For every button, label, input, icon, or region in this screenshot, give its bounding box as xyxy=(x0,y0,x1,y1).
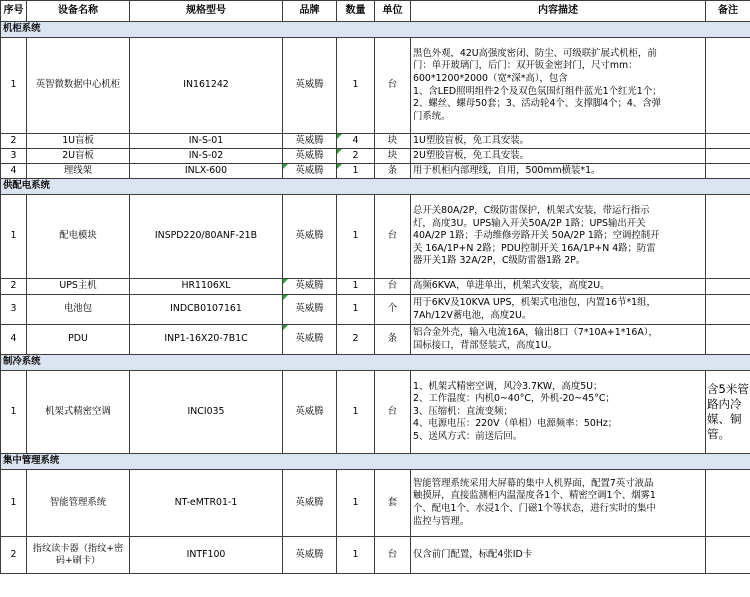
desc-line: 2、工作温度：内机0~40°C，外机-20~45°C； xyxy=(413,393,615,405)
cell-unit: 个 xyxy=(375,295,411,325)
cell-desc: 2U塑胶盲板，免工具安装。 xyxy=(411,149,706,164)
cell-qty: 1 xyxy=(337,537,375,574)
cell-qty: 1 xyxy=(337,470,375,537)
cell-model: INCI035 xyxy=(130,371,283,454)
cell-model: HR1106XL xyxy=(130,279,283,295)
cell-brand: 英威腾 xyxy=(283,195,337,279)
cell-unit: 台 xyxy=(375,371,411,454)
cell-desc xyxy=(411,325,706,355)
desc-line: 监控与管理。 xyxy=(413,515,470,527)
desc-line: 5、送风方式：前送后回。 xyxy=(413,430,523,442)
cell-qty: 1 xyxy=(337,279,375,295)
cell-note xyxy=(706,470,750,537)
desc-line: 用于6KV及10KVA UPS，机架式电池包，内置16节*1组， xyxy=(413,296,656,308)
cell-brand: 英威腾 xyxy=(283,470,337,537)
desc-line: 2、螺丝、螺母50套；3、活动轮4个、支撑脚4个；4、含弹 xyxy=(413,98,662,110)
cell-brand: 英威腾 xyxy=(283,38,337,134)
cell-model: INTF100 xyxy=(130,537,283,574)
cell-qty: 1 xyxy=(337,195,375,279)
cell-no: 4 xyxy=(1,164,27,179)
desc-line: 1、含LED照明组件2个及双色氛围灯组件蓝光1个红光1个； xyxy=(413,85,662,97)
cell-unit: 块 xyxy=(375,134,411,149)
cell-qty: 4 xyxy=(337,134,375,149)
table-row xyxy=(1,195,750,279)
cell-desc: 用于机柜内部理线，自用，500mm横装*1。 xyxy=(411,164,706,179)
cell-qty: 1 xyxy=(337,371,375,454)
cell-unit: 块 xyxy=(375,149,411,164)
cell-model: INDCB0107161 xyxy=(130,295,283,325)
cell-qty: 1 xyxy=(337,38,375,134)
cell-note xyxy=(706,537,750,574)
desc-line: 黑色外观，42U高强度密闭、防尘、可级联扩展式机柜，前 xyxy=(413,47,657,59)
header-desc: 内容描述 xyxy=(411,1,706,22)
desc-line: 个、配电1个、水浸1个、门磁1个等状态，进行实时的集中 xyxy=(413,503,656,514)
cell-name: 智能管理系统 xyxy=(27,470,130,537)
cell-no: 2 xyxy=(1,134,27,149)
cell-unit: 台 xyxy=(375,279,411,295)
table-row xyxy=(1,295,750,325)
cell-brand: 英威腾 xyxy=(283,295,337,325)
cell-model: INLX-600 xyxy=(130,164,283,179)
section-row xyxy=(1,454,750,470)
cell-brand: 英威腾 xyxy=(283,279,337,295)
table-row xyxy=(1,537,750,574)
cell-desc: 高频6KVA，单进单出，机架式安装，高度2U。 xyxy=(411,279,706,295)
cell-model: IN-S-02 xyxy=(130,149,283,164)
cell-name: 电池包 xyxy=(27,295,130,325)
header-brand: 品牌 xyxy=(283,1,337,22)
cell-note xyxy=(706,164,750,179)
desc-line: 门：单开玻璃门，后门：双开钣金密封门，尺寸mm： xyxy=(413,60,638,72)
desc-line: 40A/2P 1路；手动维修旁路开关 50A/2P 1路；空调控制开 xyxy=(413,230,660,242)
cell-no: 3 xyxy=(1,149,27,164)
desc-line: 7Ah/12V蓄电池，高度2U。 xyxy=(413,309,532,321)
section-cooling: 制冷系统 xyxy=(1,355,750,371)
desc-line: 触摸屏，直接监测柜内温湿度各1个、精密空调1个、烟雾1 xyxy=(413,490,656,502)
desc-line: 1、机架式精密空调，风冷3.7KW，高度5U； xyxy=(413,380,603,392)
cell-qty: 2 xyxy=(337,149,375,164)
table-row xyxy=(1,164,750,179)
cell-qty: 1 xyxy=(337,295,375,325)
cell-model: IN161242 xyxy=(130,38,283,134)
cell-name: 英智微数据中心机柜 xyxy=(27,38,130,134)
header-no: 序号 xyxy=(1,1,27,22)
cell-name: UPS主机 xyxy=(27,279,130,295)
cell-note xyxy=(706,279,750,295)
desc-line: 4、电源电压：220V（单相）电源频率：50Hz； xyxy=(413,418,618,430)
desc-line: 国标接口，背部竖装式，高度1U。 xyxy=(413,339,558,351)
cell-model: IN-S-01 xyxy=(130,134,283,149)
cell-brand: 英威腾 xyxy=(283,371,337,454)
cell-name: 2U盲板 xyxy=(27,149,130,164)
section-row xyxy=(1,22,750,38)
table-row xyxy=(1,279,750,295)
cell-note: 含5米管路内冷媒、铜管。 xyxy=(706,371,750,454)
cell-name: 理线架 xyxy=(27,164,130,179)
cell-note xyxy=(706,195,750,279)
table-row xyxy=(1,470,750,537)
cell-model: NT-eMTR01-1 xyxy=(130,470,283,537)
cell-desc xyxy=(411,371,706,454)
cell-no: 1 xyxy=(1,38,27,134)
cell-name: 配电模块 xyxy=(27,195,130,279)
cell-no: 1 xyxy=(1,470,27,537)
cell-name: PDU xyxy=(27,325,130,355)
cell-unit: 条 xyxy=(375,325,411,355)
header-name: 设备名称 xyxy=(27,1,130,22)
cell-unit: 台 xyxy=(375,195,411,279)
cell-brand: 英威腾 xyxy=(283,164,337,179)
cell-no: 1 xyxy=(1,371,27,454)
section-row xyxy=(1,179,750,195)
cell-desc: 仅含前门配置，标配4张ID卡 xyxy=(411,537,706,574)
section-row xyxy=(1,355,750,371)
cell-note xyxy=(706,134,750,149)
table-row xyxy=(1,149,750,164)
desc-line: 关 16A/1P+N 2路；PDU控制开关 16A/1P+N 4路；防雷 xyxy=(413,242,656,254)
cell-unit: 台 xyxy=(375,537,411,574)
header-note: 备注 xyxy=(706,1,750,22)
cell-unit: 套 xyxy=(375,470,411,537)
desc-line: 门系统。 xyxy=(413,110,451,122)
cell-unit: 条 xyxy=(375,164,411,179)
header-unit: 单位 xyxy=(375,1,411,22)
cell-note xyxy=(706,38,750,134)
cell-no: 2 xyxy=(1,537,27,574)
header-qty: 数量 xyxy=(337,1,375,22)
desc-line: 器开关1路 32A/2P，C级防雷器1路 2P。 xyxy=(413,255,586,267)
cell-note xyxy=(706,295,750,325)
desc-line: 总开关80A/2P，C级防雷保护，机架式安装，带运行指示 xyxy=(413,205,650,217)
cell-model: INSPD220/80ANF-21B xyxy=(130,195,283,279)
section-cabinet: 机柜系统 xyxy=(1,22,750,38)
table-row xyxy=(1,38,750,134)
cell-desc xyxy=(411,38,706,134)
desc-line: 3、压缩机：直流变频； xyxy=(413,405,513,417)
cell-note xyxy=(706,149,750,164)
section-management: 集中管理系统 xyxy=(1,454,750,470)
cell-desc xyxy=(411,470,706,537)
cell-brand: 英威腾 xyxy=(283,149,337,164)
cell-no: 4 xyxy=(1,325,27,355)
cell-name: 机架式精密空调 xyxy=(27,371,130,454)
cell-desc xyxy=(411,295,706,325)
cell-name: 1U盲板 xyxy=(27,134,130,149)
cell-note xyxy=(706,325,750,355)
table-row xyxy=(1,325,750,355)
cell-brand: 英威腾 xyxy=(283,537,337,574)
cell-brand: 英威腾 xyxy=(283,325,337,355)
cell-no: 2 xyxy=(1,279,27,295)
table-row xyxy=(1,371,750,454)
desc-line: 铝合金外壳，输入电流16A，输出8口（7*10A+1*16A）， xyxy=(413,326,658,338)
cell-qty: 2 xyxy=(337,325,375,355)
desc-line: 灯，高度3U。UPS输入开关50A/2P 1路；UPS输出开关 xyxy=(413,217,646,229)
header-row xyxy=(1,1,750,22)
cell-desc xyxy=(411,195,706,279)
cell-brand: 英威腾 xyxy=(283,134,337,149)
cell-model: INP1-16X20-7B1C xyxy=(130,325,283,355)
table-row xyxy=(1,134,750,149)
desc-line: 智能管理系统采用大屏幕的集中人机界面，配置7英寸液晶 xyxy=(413,477,654,489)
section-power: 供配电系统 xyxy=(1,179,750,195)
cell-qty: 1 xyxy=(337,164,375,179)
header-model: 规格型号 xyxy=(130,1,283,22)
cell-no: 1 xyxy=(1,195,27,279)
desc-line: 600*1200*2000（宽*深*高），包含 xyxy=(413,72,568,84)
cell-desc: 1U塑胶盲板，免工具安装。 xyxy=(411,134,706,149)
cell-unit: 台 xyxy=(375,38,411,134)
cell-name: 指纹读卡器（指纹+密码+刷卡） xyxy=(27,537,130,574)
cell-no: 3 xyxy=(1,295,27,325)
